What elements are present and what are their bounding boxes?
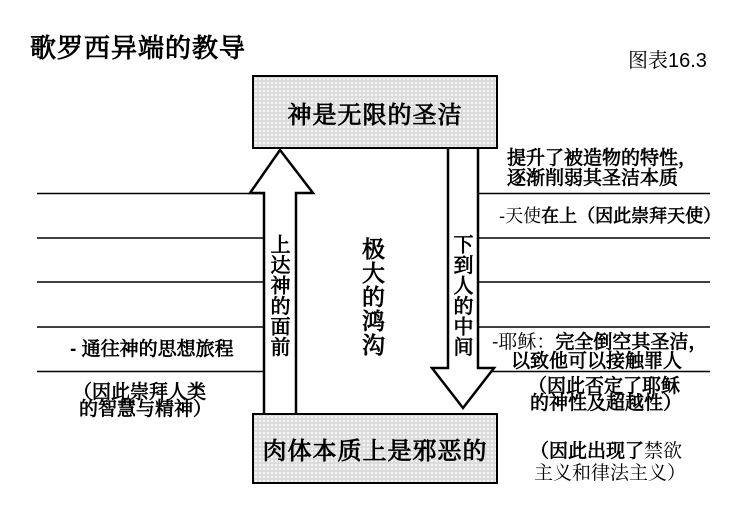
flesh-evil-box <box>252 413 498 484</box>
note-asceticism-line2: 主义和律法主义） <box>534 462 687 484</box>
page-title: 歌罗西异端的教导 <box>30 33 247 63</box>
note-jesus-term: -耶稣： <box>492 331 556 353</box>
note-asceticism-line1 <box>530 442 682 462</box>
note-asceticism-bold: （因此出现了 <box>530 441 645 462</box>
down-arrow-label: 下到人的中间 <box>450 234 472 357</box>
note-jesus-line2: 以致他可以接触罪人 <box>511 351 683 372</box>
god-holiness-box-label: 神是无限的圣洁 <box>287 101 463 129</box>
note-thought-journey: - 通往神的思想旅程 <box>70 339 234 360</box>
note-elevate-creatures-line1: 提升了被造物的特性， <box>507 148 698 169</box>
note-angels-term: -天使 <box>499 206 542 227</box>
note-jesus-rest: 完全倒空其圣洁， <box>555 332 708 353</box>
note-asceticism-term: 禁欲 <box>644 440 683 462</box>
note-elevate-creatures-line2: 逐渐削弱其圣洁本质 <box>507 168 679 189</box>
note-jesus-line1 <box>492 333 707 353</box>
note-angels-rest: 在上（因此崇拜天使） <box>541 206 722 226</box>
figure-number-label: 图表16.3 <box>628 50 707 72</box>
flesh-evil-box-label: 肉体本质上是邪恶的 <box>262 438 488 465</box>
note-worship-wisdom-line1: （因此崇拜人类 <box>73 382 207 403</box>
chasm-label: 极大的鸿沟 <box>359 237 385 357</box>
note-worship-wisdom-line2: 的智慧与精神） <box>79 399 213 420</box>
note-angels <box>499 207 721 227</box>
up-arrow-label: 上达神的面前 <box>267 234 289 357</box>
god-holiness-box <box>252 75 498 149</box>
note-deny-divinity-line2: 的神性及超越性） <box>530 393 683 414</box>
note-deny-divinity-line1: （因此否定了耶稣 <box>528 376 681 397</box>
